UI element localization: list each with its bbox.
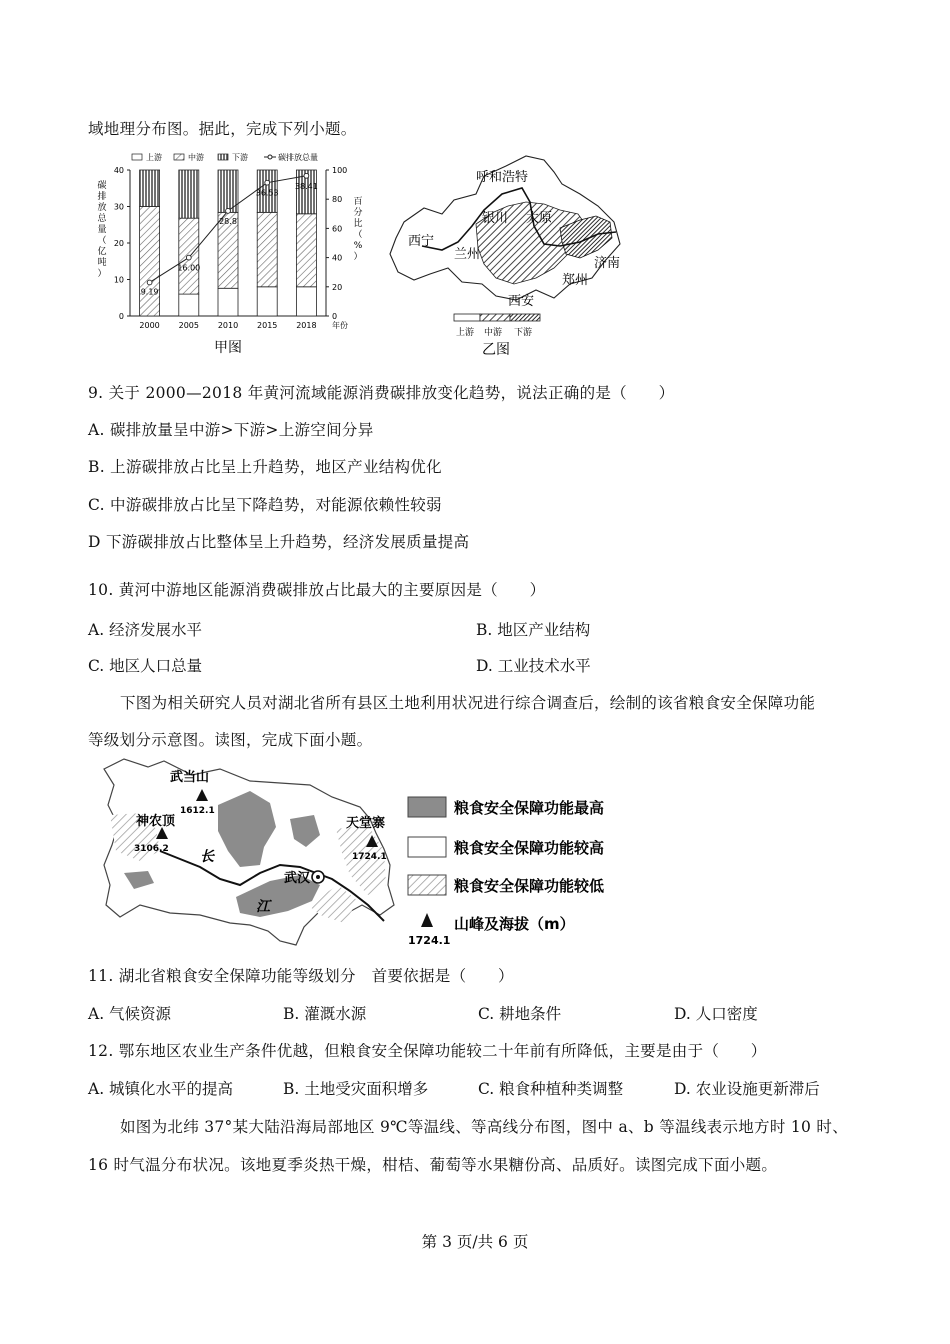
legend-swatch — [218, 154, 228, 160]
left-axis-label: ） — [97, 269, 107, 279]
yellow-river-basin-map — [384, 150, 634, 360]
data-point — [304, 173, 309, 178]
data-point — [147, 280, 152, 285]
legend-label: 山峰及海拔（m） — [454, 915, 575, 933]
bar-segment — [140, 207, 160, 317]
right-axis-label: % — [353, 241, 363, 251]
legend-swatch-upstream — [454, 314, 480, 321]
bar-segment — [257, 287, 277, 316]
left-axis-label: 吨 — [97, 258, 107, 268]
left-tick-label: 40 — [113, 166, 124, 175]
legend-swatch — [174, 154, 184, 160]
q11-option-d[interactable]: D. 人口密度 — [674, 1005, 758, 1023]
legend-label: 中游 — [188, 153, 204, 162]
q12-option-b[interactable]: B. 土地受灾面积增多 — [283, 1080, 429, 1098]
bar-segment — [179, 294, 199, 316]
right-tick-label: 60 — [332, 224, 343, 234]
right-axis-label: ） — [353, 252, 363, 262]
peak-name: 武当山 — [170, 770, 210, 785]
intro2-line1: 下图为相关研究人员对湖北省所有县区土地利用状况进行综合调查后，绘制的该省粮食安全保障功能 — [120, 694, 816, 712]
peak-name: 天堂寨 — [346, 816, 386, 831]
carbon-emission-chart — [88, 148, 378, 358]
peak-elevation: 1724.1 — [352, 852, 387, 862]
left-axis-label: （ — [97, 236, 107, 246]
right-axis-label: （ — [353, 230, 363, 240]
city-label: 兰州 — [454, 247, 481, 262]
legend-swatch-midstream — [480, 314, 510, 321]
q9-stem: 9. 关于 2000—2018 年黄河流域能源消费碳排放变化趋势，说法正确的是（ ） — [88, 384, 675, 402]
legend-label: 下游 — [514, 328, 533, 338]
q9-option-c[interactable]: C. 中游碳排放占比呈下降趋势，对能源依赖性较弱 — [88, 496, 442, 514]
x-tick-label: 2018 — [296, 321, 317, 330]
right-axis-label: 百 — [353, 197, 363, 207]
legend-swatch-highest — [408, 797, 446, 817]
bar-segment — [257, 212, 277, 286]
bar-segment — [140, 170, 160, 207]
intro2-line2: 等级划分示意图。读图，完成下面小题。 — [88, 731, 373, 749]
q9-option-b[interactable]: B. 上游碳排放占比呈上升趋势，地区产业结构优化 — [88, 458, 442, 476]
left-axis-label: 排 — [97, 192, 107, 202]
data-label: 9.19 — [140, 287, 159, 297]
city-label: 西安 — [508, 294, 535, 309]
peak-name: 神农顶 — [136, 814, 176, 829]
city-label: 西宁 — [408, 234, 435, 249]
q9-option-a[interactable]: A. 碳排放量呈中游>下游>上游空间分异 — [88, 421, 374, 439]
left-axis-label: 总 — [97, 214, 107, 224]
q10-option-a[interactable]: A. 经济发展水平 — [88, 621, 203, 639]
q12-stem: 12. 鄂东地区农业生产条件优越，但粮食安全保障功能较二十年前有所降低，主要是由于（ ） — [88, 1042, 767, 1060]
data-point — [265, 180, 270, 185]
map-caption: 乙图 — [482, 342, 510, 358]
q10-stem: 10. 黄河中游地区能源消费碳排放占比最大的主要原因是（ ） — [88, 581, 546, 599]
hubei-food-security-map — [100, 755, 640, 950]
q11-option-a[interactable]: A. 气候资源 — [88, 1005, 172, 1023]
right-tick-label: 100 — [332, 166, 348, 175]
intro3-line2: 16 时气温分布状况。该地夏季炎热干燥，柑桔、葡萄等水果糖份高、品质好。读图完成下面小题。 — [88, 1156, 778, 1174]
x-tick-label: 2010 — [217, 321, 239, 330]
legend-label: 上游 — [456, 328, 475, 338]
data-point — [186, 255, 191, 260]
legend-label: 碳排放总量 — [278, 153, 318, 162]
x-tick-label: 2015 — [257, 321, 278, 330]
legend-swatch — [132, 154, 142, 160]
left-axis-label: 碳 — [97, 181, 107, 191]
legend-label: 粮食安全保障功能较高 — [454, 839, 605, 857]
q10-option-c[interactable]: C. 地区人口总量 — [88, 657, 203, 675]
q11-stem: 11. 湖北省粮食安全保障功能等级划分 首要依据是（ ） — [88, 967, 514, 985]
left-tick-label: 0 — [118, 312, 124, 321]
bar-segment — [296, 287, 316, 316]
legend-elevation: 1724.1 — [408, 934, 451, 947]
legend-marker — [268, 155, 272, 159]
legend-swatch-downstream — [510, 314, 540, 321]
city-marker-dot — [316, 875, 320, 879]
q12-option-a[interactable]: A. 城镇化水平的提高 — [88, 1080, 234, 1098]
legend-label: 中游 — [484, 328, 503, 338]
left-axis-label: 放 — [97, 203, 107, 213]
bar-segment — [296, 214, 316, 287]
bar-segment — [179, 170, 199, 218]
right-axis-label: 分 — [353, 208, 363, 218]
intro-text: 域地理分布图。据此，完成下列小题。 — [88, 120, 357, 138]
left-tick-label: 30 — [113, 202, 124, 212]
right-tick-label: 80 — [332, 195, 343, 205]
city-label: 太原 — [526, 211, 553, 226]
left-axis-label: 亿 — [97, 247, 107, 257]
left-axis-label: 量 — [97, 225, 107, 235]
q10-option-b[interactable]: B. 地区产业结构 — [476, 621, 591, 639]
legend-label: 粮食安全保障功能较低 — [454, 877, 605, 895]
city-label: 济南 — [594, 256, 621, 271]
city-label: 呼和浩特 — [476, 170, 529, 185]
legend-label: 粮食安全保障功能最高 — [454, 799, 605, 817]
right-tick-label: 0 — [332, 312, 338, 321]
legend-peak-icon — [421, 913, 433, 927]
peak-elevation: 1612.1 — [180, 806, 215, 816]
q11-option-c[interactable]: C. 耕地条件 — [478, 1005, 562, 1023]
chart-title: 甲图 — [214, 340, 242, 356]
data-point — [226, 208, 231, 213]
q10-option-d[interactable]: D. 工业技术水平 — [476, 657, 591, 675]
x-tick-label: 2005 — [178, 321, 199, 330]
page-footer: 第 3 页/共 6 页 — [421, 1233, 529, 1251]
data-label: 36.53 — [255, 188, 279, 198]
peak-elevation: 3106.2 — [134, 844, 169, 854]
legend-swatch-high — [408, 837, 446, 857]
river-label: 江 — [256, 899, 270, 915]
left-tick-label: 20 — [113, 239, 124, 248]
x-axis-suffix: 年份 — [332, 321, 348, 330]
data-label: 16.00 — [177, 263, 201, 273]
left-tick-label: 10 — [113, 275, 124, 285]
data-label: 38.41 — [294, 181, 318, 191]
legend-label: 上游 — [146, 153, 162, 162]
legend-label: 下游 — [232, 153, 248, 162]
city-label: 银川 — [482, 211, 509, 226]
bar-segment — [218, 288, 238, 316]
right-tick-label: 20 — [332, 282, 343, 292]
x-tick-label: 2000 — [139, 321, 160, 330]
river-label: 长 — [200, 849, 214, 865]
city-name: 武汉 — [284, 871, 311, 886]
q12-option-d[interactable]: D. 农业设施更新滞后 — [674, 1080, 820, 1098]
right-tick-label: 40 — [332, 253, 343, 263]
city-label: 郑州 — [562, 273, 589, 288]
q11-option-b[interactable]: B. 灌溉水源 — [283, 1005, 367, 1023]
q9-option-d[interactable]: D 下游碳排放占比整体呈上升趋势，经济发展质量提高 — [88, 533, 470, 551]
q12-option-c[interactable]: C. 粮食种植种类调整 — [478, 1080, 624, 1098]
data-label: 28.8 — [219, 216, 237, 226]
legend-swatch-low — [408, 875, 446, 895]
intro3-line1: 如图为北纬 37°某大陆沿海局部地区 9℃等温线、等高线分布图，图中 a、b 等温线表示地方时 10 时、 — [120, 1118, 849, 1136]
right-axis-label: 比 — [353, 219, 363, 229]
